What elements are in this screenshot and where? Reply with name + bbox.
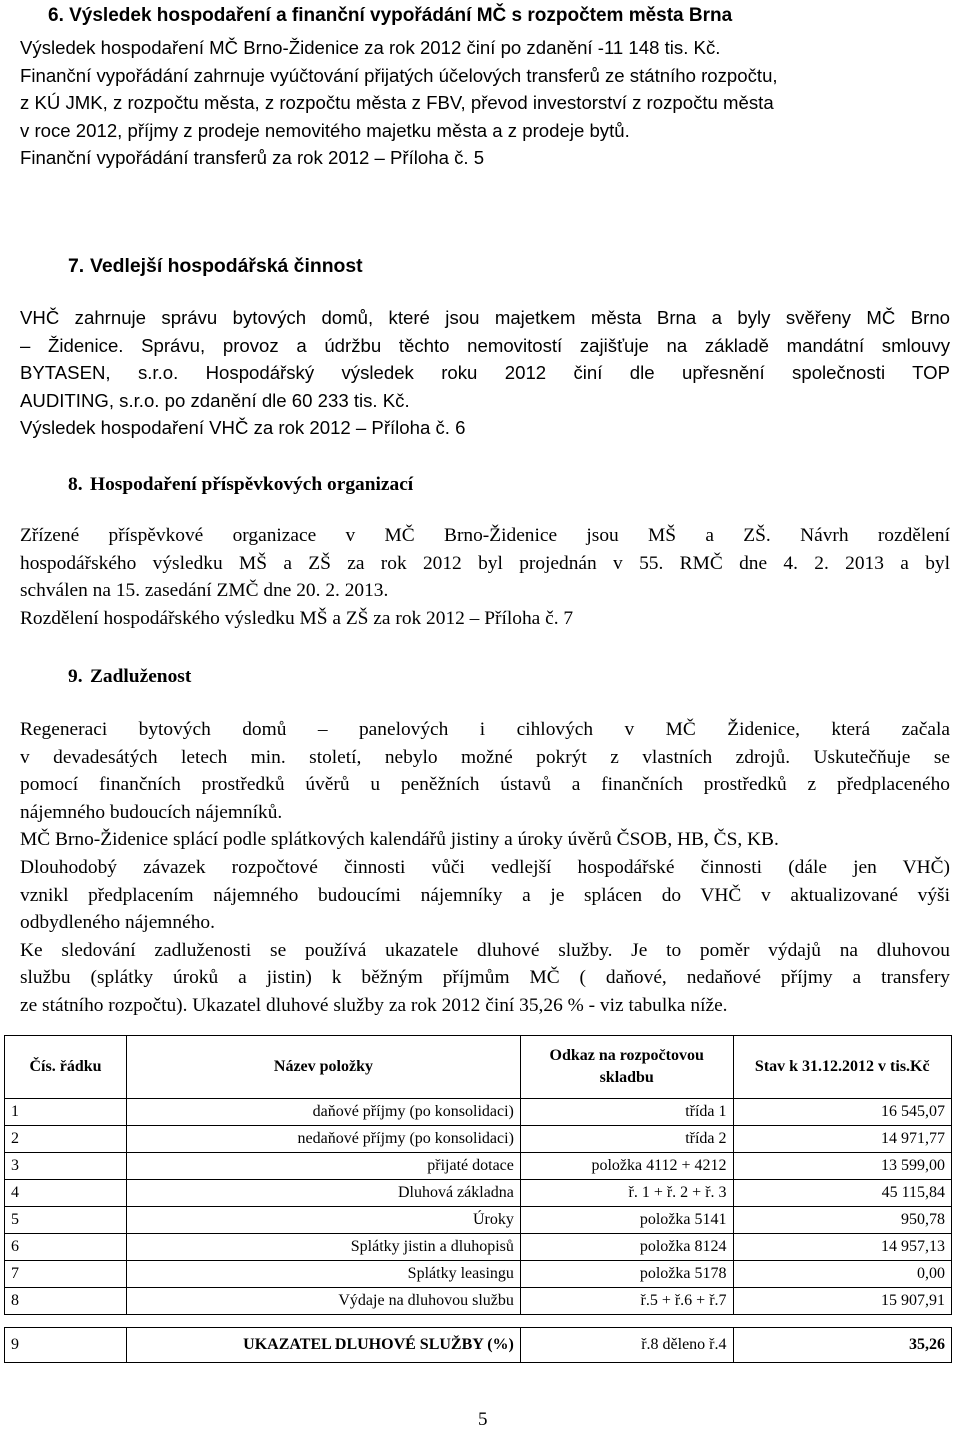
item-value: 16 545,07 [733,1099,951,1126]
section-8-body [20,522,950,632]
table-row [5,1207,952,1234]
item-name: Splátky leasingu [127,1261,521,1288]
budget-reference: položka 8124 [520,1234,733,1261]
item-value: 0,00 [733,1261,951,1288]
section-7-body [20,304,950,442]
header-item-name: Název položky [127,1036,521,1099]
section-title: Hospodaření příspěvkových organizací [90,474,414,495]
section-number: 7. [68,255,85,277]
text-line: BYTASEN, s.r.o. Hospodářský výsledek roku 2012 činí dle upřesnění společnosti TOP [20,362,950,384]
budget-reference: ř.5 + ř.6 + ř.7 [520,1288,733,1315]
table-spacer [5,1315,952,1328]
section-title: Zadluženost [90,666,192,687]
row-number: 4 [5,1180,127,1207]
table-row [5,1261,952,1288]
text-line: MČ Brno-Židenice splácí podle splátkových kalendářů jistiny a úroky úvěrů ČSOB, HB, ČS, KB. [20,829,779,851]
table-row [5,1180,952,1207]
text-line: Rozdělení hospodářského výsledku MŠ a ZŠ za rok 2012 – Příloha č. 7 [20,607,574,629]
item-name: daňové příjmy (po konsolidaci) [127,1099,521,1126]
section-9-body [20,716,950,1020]
text-line: ze státního rozpočtu). Ukazatel dluhové služby za rok 2012 činí 35,26 % - viz tabulka níže. [20,994,728,1016]
item-value: 45 115,84 [733,1180,951,1207]
budget-reference: ř.8 děleno ř.4 [520,1328,733,1363]
budget-reference: položka 4112 + 4212 [520,1153,733,1180]
row-number: 7 [5,1261,127,1288]
table-row [5,1288,952,1315]
item-name: nedaňové příjmy (po konsolidaci) [127,1126,521,1153]
text-line: – Židenice. Správu, provoz a údržbu těchto nemovitostí zajišťuje na základě mandátní smlouvy [20,334,950,356]
header-row-number: Čís. řádku [5,1036,127,1099]
table-row [5,1099,952,1126]
text-line: Výsledek hospodaření VHČ za rok 2012 – Příloha č. 6 [20,417,466,439]
text-line: vznikl předplacením nájemného budoucími nájemníky a je splácen do VHČ v aktualizované výši [20,884,950,906]
budget-reference: položka 5178 [520,1261,733,1288]
item-value: 14 971,77 [733,1126,951,1153]
item-value: 950,78 [733,1207,951,1234]
row-number: 3 [5,1153,127,1180]
page-number: 5 [478,1409,488,1430]
table-total-row [5,1328,952,1363]
item-value: 14 957,13 [733,1234,951,1261]
section-number: 9. [68,666,83,687]
text-line: Zřízené příspěvkové organizace v MČ Brno-Židenice jsou MŠ a ZŠ. Návrh rozdělení [20,525,950,546]
row-number: 9 [5,1328,127,1363]
table-header-row [5,1036,952,1099]
text-line: Finanční vypořádání zahrnuje vyúčtování přijatých účelových transferů ze státního rozpočtu, [20,64,778,86]
text-line: Finanční vypořádání transferů za rok 2012 – Příloha č. 5 [20,147,485,169]
text-line: v devadesátých letech min. století, nebylo možné pokrýt z vlastních zdrojů. Uskutečňuje se [20,746,950,768]
item-name: Úroky [127,1207,521,1234]
section-6-body [20,34,950,172]
table-spacer-row [5,1315,952,1328]
text-line: v roce 2012, příjmy z prodeje nemovitého majetku města a z prodeje bytů. [20,119,630,141]
row-number: 1 [5,1099,127,1126]
section-title: Vedlejší hospodářská činnost [90,255,363,277]
text-line: službu (splátky úroků a jistin) k běžným příjmům MČ ( daňové, nedaňové příjmy a transfery [20,967,950,989]
debt-service-table [4,1035,952,1363]
item-name: Výdaje na dluhovou službu [127,1288,521,1315]
text-line: AUDITING, s.r.o. po zdanění dle 60 233 tis. Kč. [20,389,410,411]
budget-reference: ř. 1 + ř. 2 + ř. 3 [520,1180,733,1207]
row-number: 8 [5,1288,127,1315]
section-number: 8. [68,474,83,495]
item-name: Splátky jistin a dluhopisů [127,1234,521,1261]
text-line: Regeneraci bytových domů – panelových i cihlových v MČ Židenice, která začala [20,719,950,740]
text-line: Výsledek hospodaření MČ Brno-Židenice za rok 2012 činí po zdanění -11 148 tis. Kč. [20,37,721,58]
text-line: nájemného budoucích nájemníků. [20,801,283,823]
row-number: 6 [5,1234,127,1261]
text-line: Dlouhodobý závazek rozpočtové činnosti vůči vedlejší hospodářské činnosti (dále jen VHČ) [20,856,950,878]
text-line: z KÚ JMK, z rozpočtu města, z rozpočtu města z FBV, převod investorství z rozpočtu města [20,92,774,114]
item-value: 13 599,00 [733,1153,951,1180]
text-line: hospodářského výsledku MŠ a ZŠ za rok 2012 byl projednán v 55. RMČ dne 4. 2. 2013 a byl [20,552,950,574]
item-value: 35,26 [733,1328,951,1363]
row-number: 2 [5,1126,127,1153]
item-name: Dluhová základna [127,1180,521,1207]
table-row [5,1234,952,1261]
text-line: odbydleného nájemného. [20,912,215,934]
row-number: 5 [5,1207,127,1234]
section-6-heading: 6. Výsledek hospodaření a finanční vypořádání MČ s rozpočtem města Brna [48,5,733,26]
table-row [5,1126,952,1153]
item-name: přijaté dotace [127,1153,521,1180]
text-line: Ke sledování zadluženosti se používá ukazatele dluhové služby. Je to poměr výdajů na dluhovou [20,939,950,961]
header-state: Stav k 31.12.2012 v tis.Kč [733,1036,951,1099]
header-budget-reference: Odkaz na rozpočtovou skladbu [520,1036,733,1099]
text-line: pomocí finančních prostředků úvěrů u peněžních ústavů a finančních prostředků z předplaceného [20,774,950,796]
table-row [5,1153,952,1180]
item-name: UKAZATEL DLUHOVÉ SLUŽBY (%) [127,1328,521,1363]
text-line: schválen na 15. zasedání ZMČ dne 20. 2. 2013. [20,580,389,602]
text-line: VHČ zahrnuje správu bytových domů, které jsou majetkem města Brna a byly svěřeny MČ Brno [20,307,950,328]
budget-reference: třída 2 [520,1126,733,1153]
budget-reference: položka 5141 [520,1207,733,1234]
budget-reference: třída 1 [520,1099,733,1126]
item-value: 15 907,91 [733,1288,951,1315]
